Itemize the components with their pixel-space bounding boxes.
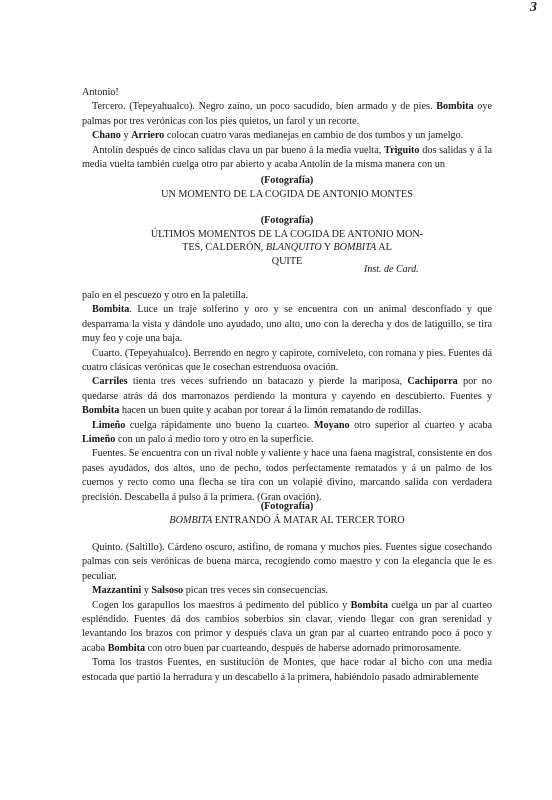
paragraph-text: Quinto. (Saltillo). Cárdeno oscuro, astifino, de romana y muchos pies. Fuentes sigue cosechando palmas con seis verónicas de buena marca, recogiendo como maestro y con la elegancia que le es peculiar. bbox=[82, 542, 492, 582]
paragraph-text: otro superior al cuarteo y acaba bbox=[349, 419, 492, 431]
paragraph-text: Antonio! bbox=[82, 87, 119, 98]
paragraph-text: y bbox=[141, 585, 152, 597]
caption-title bbox=[82, 514, 492, 528]
page-number: 3 bbox=[530, 0, 537, 15]
paragraph-text: Fuentes. Se encuentra con un rival noble y valiente y hace una faena magistral, consistente en dos pases ayudados, dos altos, uno de pecho, todos perfectamente rematados y á un palmo de los cuernos y recto como una flecha se tira con un volapié divino, marcando salida con verdadera precisión. Descabella á pulso á la primera. (Gran ovación). bbox=[82, 448, 492, 503]
paragraph-text: Cuarto. (Tepeyahualco). Berrendo en negro y capirote, corniveleto, con romana y pies. Fuentes dá cuatro clásicas verónicas que le cosechan estrenduosa ovación. bbox=[82, 347, 492, 374]
photo-caption-3 bbox=[82, 500, 492, 527]
paragraph-text: por no quedarse atrás dá dos marronazos perdiendo la montura y cayendo en descubierto. Fuentes y bbox=[82, 376, 492, 402]
text-block-1 bbox=[82, 86, 492, 172]
paragraph-text: dos salidas y á la media vuelta también cuelga otro par abierto y acaba Antolín de la misma manera con un bbox=[82, 144, 493, 171]
paragraph-text: cuelga un par al cuarteo espléndido. Fuentes dá dos cambios soberbios sin clavar, viendo llegar con gran serenidad y levantando los brazos con primor y después clava un gran par al cuarteo entrando poco á poco y acaba bbox=[82, 599, 493, 654]
paragraph-text: hacen un buen quite y acaban por torear á la limón rematando de rodillas. bbox=[119, 405, 422, 417]
paragraph bbox=[82, 656, 492, 685]
text-block-2 bbox=[82, 289, 492, 505]
photo-caption-1 bbox=[82, 174, 492, 201]
paragraph-text: Cogen los garapullos los maestros á pedimento del público y bbox=[92, 599, 351, 611]
bullfighter-name: Limeño bbox=[92, 419, 126, 431]
photo-caption-2 bbox=[82, 214, 492, 268]
bullfighter-name: Mazzantini bbox=[92, 585, 142, 597]
caption-text: AL bbox=[376, 242, 392, 254]
paragraph bbox=[82, 375, 492, 418]
paragraph-text: con un palo á medio toro y otro en la superficie. bbox=[115, 434, 314, 446]
caption-title-line bbox=[82, 241, 492, 255]
bullfighter-name: Arriero bbox=[131, 130, 165, 142]
paragraph bbox=[82, 144, 492, 173]
caption-title: UN MOMENTO DE LA COGIDA DE ANTONIO MONTES bbox=[161, 188, 413, 200]
paragraph bbox=[82, 86, 492, 100]
caption-label: (Fotografía) bbox=[260, 501, 314, 512]
paragraph bbox=[82, 100, 492, 129]
caption-label: (Fotografía) bbox=[260, 175, 314, 186]
bullfighter-name: Moyano bbox=[313, 419, 350, 431]
bullfighter-name: Carriles bbox=[92, 376, 128, 388]
bullfighter-name: Bombita bbox=[92, 304, 130, 316]
bullfighter-name: Bombita bbox=[350, 599, 388, 611]
paragraph bbox=[82, 541, 492, 584]
bullfighter-name: Bombita bbox=[107, 642, 146, 654]
bullfighter-name: Salsoso bbox=[151, 585, 184, 597]
bullfighter-name: Bombita bbox=[436, 101, 474, 113]
caption-title-line: ÚLTIMOS MOMENTOS DE LA COGIDA DE ANTONIO MON- bbox=[150, 228, 424, 240]
paragraph bbox=[82, 289, 492, 303]
caption-name: BOMBITA bbox=[169, 514, 213, 526]
paragraph-text: Antolín después de cinco salidas clava un par bueno á la media vuelta, bbox=[92, 144, 382, 156]
bullfighter-name: Chano bbox=[92, 130, 121, 142]
caption-text: ENTRANDO Á MATAR AL TERCER TORO bbox=[212, 514, 405, 526]
paragraph-text: pican tres veces sin consecuencias. bbox=[183, 585, 328, 597]
paragraph bbox=[82, 419, 492, 448]
caption-title-line: QUITE bbox=[271, 255, 303, 267]
bullfighter-name: Limeño bbox=[82, 434, 116, 446]
paragraph bbox=[82, 347, 492, 376]
bullfighter-name: Cachiporra bbox=[407, 376, 458, 388]
paragraph-text: tienta tres veces sufriendo un batacazo y pierde la mariposa, bbox=[127, 376, 408, 388]
bullfighter-name: Triguito bbox=[384, 144, 420, 156]
paragraph-text: Toma los trastos Fuentes, en sustitución de Montes, que hace rodar al bicho con una media estocada que partió la herradura y un descabello á la primera, habiéndolo pasado admirablemente bbox=[82, 657, 492, 683]
paragraph bbox=[82, 129, 492, 143]
paragraph-text: palo en el pescuezo y otro en la paletilla. bbox=[82, 290, 249, 301]
caption-name: BOMBITA bbox=[333, 242, 377, 254]
paragraph bbox=[82, 599, 492, 657]
text-block-3 bbox=[82, 541, 492, 685]
paragraph-text: oye palmas por tres verónicas con los pies quietos, un farol y un recorte. bbox=[82, 101, 493, 127]
paragraph bbox=[82, 447, 492, 505]
paragraph-text: con otro buen par cuarteando, después de haberse adornado primorosamente. bbox=[145, 642, 462, 654]
paragraph-text: cuelga rápidamente uno bueno la cuarteo. bbox=[125, 419, 314, 431]
paragraph-text: . Luce un traje solferino y oro y se encuentra con un animal desconfiado y que desparrama la vista y dándole uno ayudado, uno alto, uno con la derecha y dos de latiguillo, se tira muy feo y coje una baja. bbox=[82, 304, 492, 345]
caption-name: BLANQUITO bbox=[265, 242, 322, 254]
paragraph-text: y bbox=[120, 130, 132, 142]
caption-text: Y bbox=[321, 242, 334, 254]
photo-credit: Inst. de Card. bbox=[364, 264, 419, 275]
caption-label: (Fotografía) bbox=[260, 215, 314, 226]
paragraph bbox=[82, 584, 492, 598]
caption-text: TES, CALDERÓN, bbox=[182, 242, 266, 254]
paragraph-text: colocan cuatro varas medianejas en cambio de dos tumbos y un jamelgo. bbox=[164, 130, 464, 142]
paragraph-text: Tercero. (Tepeyahualco). Negro zaíno, un poco sacudido, bien armado y de pies. bbox=[92, 101, 433, 113]
bullfighter-name: Bombita bbox=[82, 405, 120, 417]
paragraph bbox=[82, 303, 492, 346]
